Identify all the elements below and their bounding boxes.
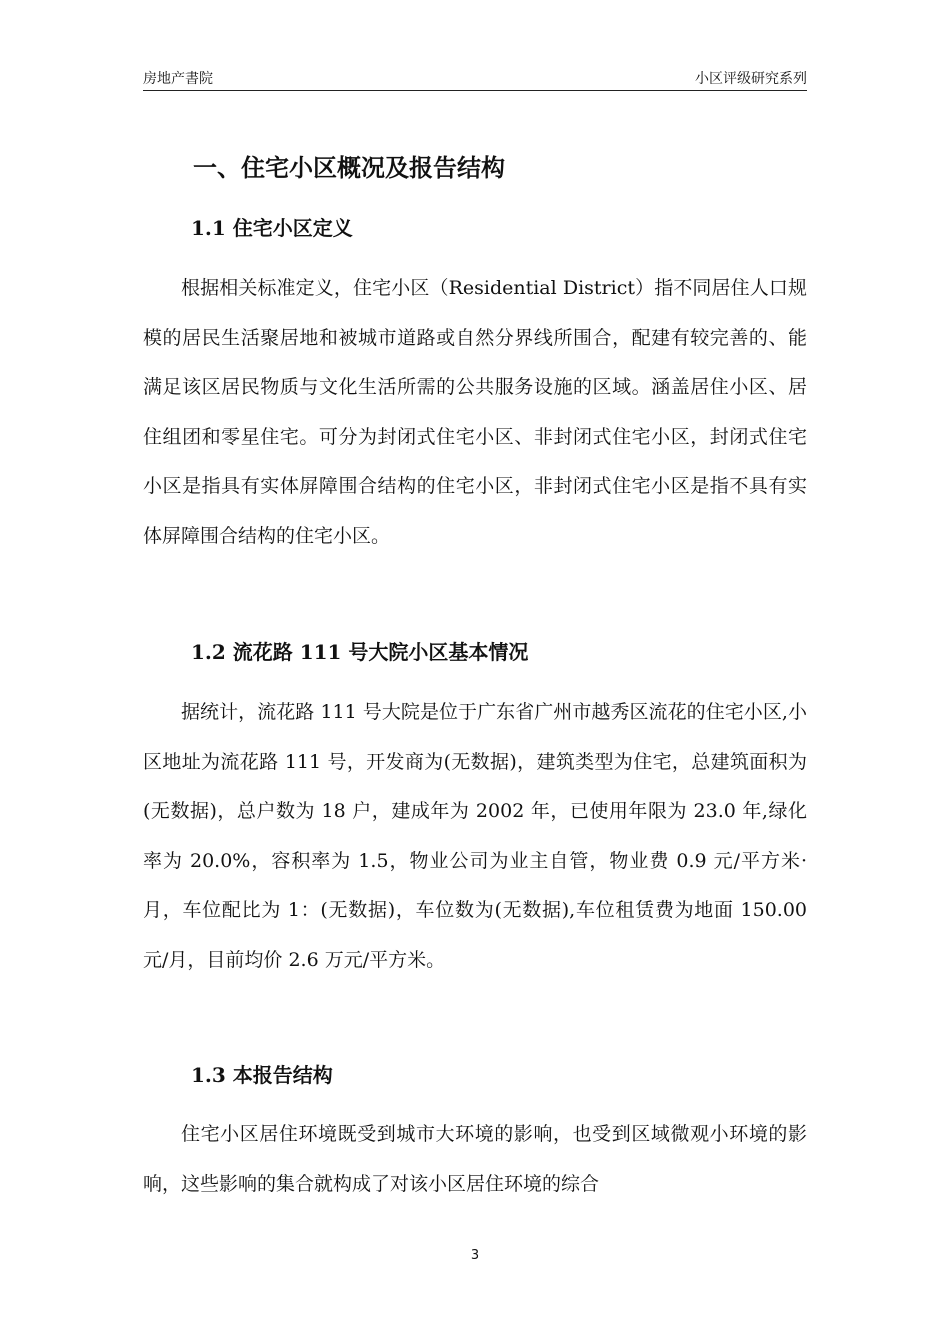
section-heading-1-1: 1.1 住宅小区定义 xyxy=(191,216,353,240)
page-number: 3 xyxy=(470,1248,480,1263)
section-1-2-paragraph: 据统计，流花路 111 号大院是位于广东省广州市越秀区流花的住宅小区,小区地址为流花路 111 号，开发商为(无数据)，建筑类型为住宅，总建筑面积为(无数据)，总户数为 18 户，建成年为 2002 年，已使用年限为 23.0 年,绿化率为 20.0%，容积率为 1.5，物业公司为业主自管，物业费 0.9 元/平方米·月，车位配比为 1：(无数据)，车位数为(无数据),车位租赁费为地面 150.00 元/月，目前均价 2.6 万元/平方米。 xyxy=(143,701,807,971)
chapter-heading: 一、住宅小区概况及报告结构 xyxy=(193,153,505,182)
section-1-3-paragraph: 住宅小区居住环境既受到城市大环境的影响，也受到区域微观小环境的影响，这些影响的集合就构成了对该小区居住环境的综合 xyxy=(143,1123,807,1195)
page-header xyxy=(143,66,807,91)
header-publisher: 房地产書院 xyxy=(143,71,213,87)
header-series-title: 小区评级研究系列 xyxy=(695,71,807,87)
section-1-1-paragraph: 根据相关标准定义，住宅小区（Residential District）指不同居住人口规模的居民生活聚居地和被城市道路或自然分界线所围合，配建有较完善的、能满足该区居民物质与文化生活所需的公共服务设施的区域。涵盖居住小区、居住组团和零星住宅。可分为封闭式住宅小区、非封闭式住宅小区，封闭式住宅小区是指具有实体屏障围合结构的住宅小区，非封闭式住宅小区是指不具有实体屏障围合结构的住宅小区。 xyxy=(143,277,807,547)
section-heading-1-3: 1.3 本报告结构 xyxy=(191,1063,333,1087)
section-heading-1-2: 1.2 流花路 111 号大院小区基本情况 xyxy=(191,640,529,664)
